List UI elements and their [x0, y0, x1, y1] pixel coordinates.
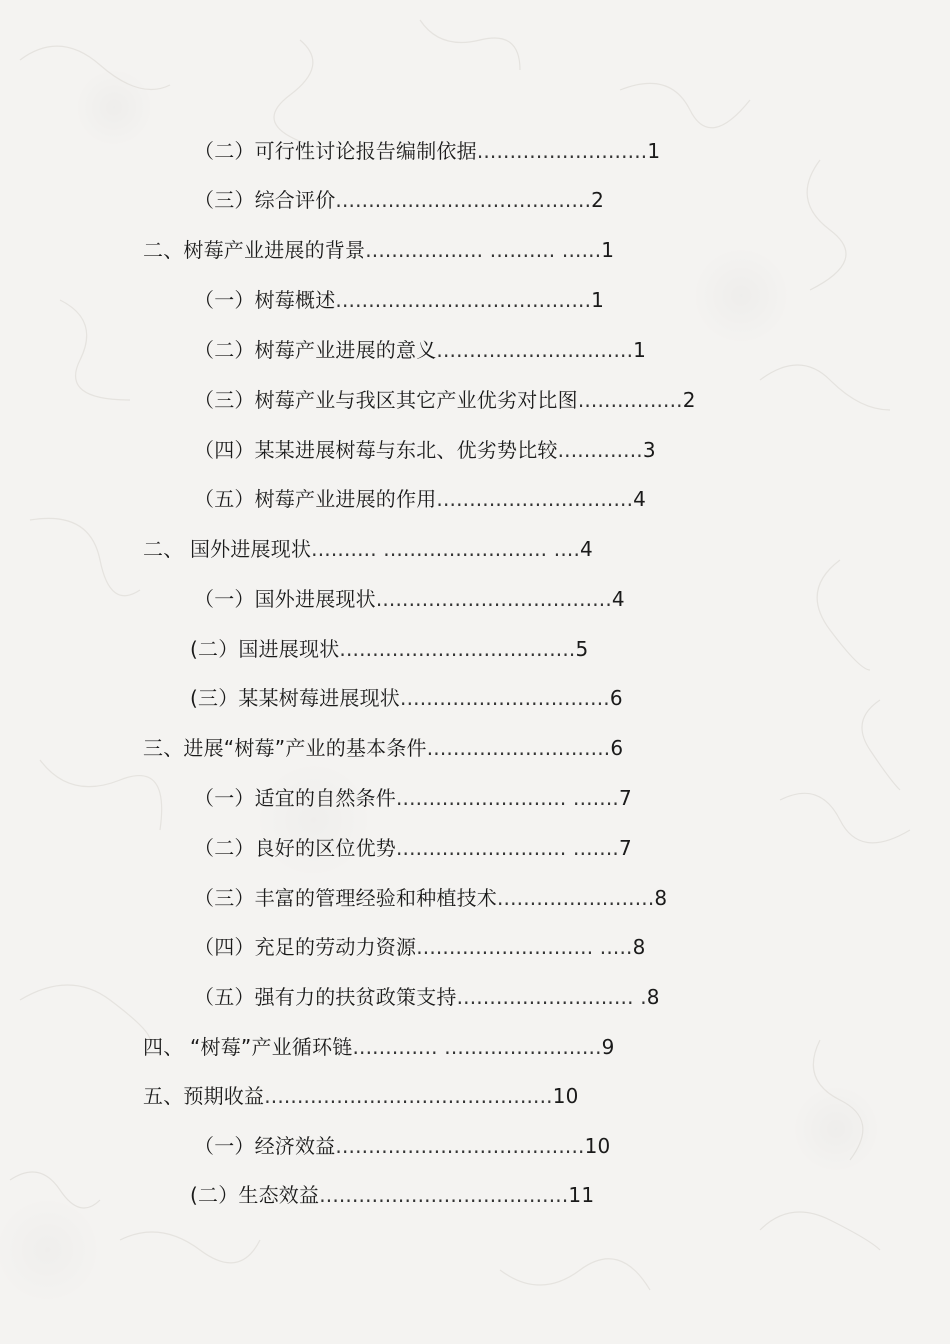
toc-entry-page: 8	[646, 985, 660, 1009]
toc-entry[interactable]	[194, 186, 604, 214]
toc-entry-label: （一）国外进展现状	[194, 587, 376, 611]
toc-entry-leader: ............................................	[264, 1084, 553, 1108]
toc-entry[interactable]	[194, 784, 632, 812]
toc-entry[interactable]	[194, 983, 660, 1011]
toc-entry-leader: ....................................	[375, 587, 612, 611]
toc-entry-leader: ....................................	[339, 637, 576, 661]
toc-entry-leader: ........................... .	[456, 985, 647, 1009]
toc-entry-page: 1	[647, 139, 661, 163]
toc-entry[interactable]	[194, 1132, 610, 1160]
toc-entry-label: （三）综合评价	[194, 188, 336, 212]
toc-entry-label: (二）国进展现状	[190, 637, 340, 661]
toc-entry-leader: .......................................	[335, 188, 592, 212]
toc-entry-label: （四）某某进展树莓与东北、优劣势比较	[194, 438, 558, 462]
toc-entry-leader: ..........................	[476, 139, 648, 163]
toc-entry[interactable]	[194, 933, 646, 961]
toc-entry-page: 3	[642, 438, 656, 462]
toc-entry-label: （二）可行性讨论报告编制依据	[194, 139, 477, 163]
toc-entry-leader: .......................... .......	[396, 836, 619, 860]
toc-entry-page: 6	[609, 686, 623, 710]
toc-entry-label: （三）树莓产业与我区其它产业优劣对比图	[194, 388, 578, 412]
toc-entry-leader: ..............................	[436, 487, 634, 511]
toc-entry-leader: ......................................	[335, 1134, 585, 1158]
toc-entry-page: 1	[633, 338, 647, 362]
toc-entry-label: （一）经济效益	[194, 1134, 336, 1158]
toc-entry-label: (三）某某树莓进展现状	[190, 686, 401, 710]
toc-entry-leader: ........................... .....	[416, 935, 633, 959]
toc-entry-page: 2	[591, 188, 605, 212]
toc-entry-leader: ........................	[497, 886, 655, 910]
toc-entry-page: 4	[633, 487, 647, 511]
toc-entry-label: 四、 “树莓”产业循环链	[143, 1035, 353, 1059]
toc-entry-leader: ............................	[426, 736, 611, 760]
toc-entry-page: 11	[568, 1183, 595, 1207]
toc-entry-leader: ......................................	[319, 1183, 569, 1207]
toc-entry-page: 8	[654, 886, 668, 910]
toc-entry-leader: .......................... .......	[396, 786, 619, 810]
toc-entry[interactable]	[194, 834, 632, 862]
toc-entry[interactable]	[194, 386, 696, 414]
toc-entry-label: （二）树莓产业进展的意义	[194, 338, 437, 362]
toc-entry-label: （一）适宜的自然条件	[194, 786, 396, 810]
toc-entry-leader: .......... ......................... ....	[311, 537, 581, 561]
toc-entry-page: 4	[611, 587, 625, 611]
toc-entry-page: 1	[591, 288, 605, 312]
toc-entry-label: （四）充足的劳动力资源	[194, 935, 417, 959]
toc-entry[interactable]	[194, 585, 625, 613]
toc-entry[interactable]	[194, 286, 604, 314]
toc-entry[interactable]	[194, 485, 646, 513]
toc-entry-leader: ................................	[400, 686, 610, 710]
toc-entry-page: 5	[575, 637, 589, 661]
toc-entry-page: 4	[580, 537, 593, 561]
toc-entry-label: （五）树莓产业进展的作用	[194, 487, 437, 511]
toc-entry[interactable]	[194, 884, 667, 912]
toc-entry-label: (二）生态效益	[190, 1183, 320, 1207]
toc-entry[interactable]	[143, 1033, 615, 1061]
toc-entry[interactable]	[190, 635, 588, 663]
toc-entry-label: 三、进展“树莓”产业的基本条件	[143, 736, 427, 760]
toc-entry[interactable]	[143, 535, 593, 563]
toc-entry-page: 7	[618, 786, 632, 810]
toc-entry-label: 五、预期收益	[143, 1084, 265, 1108]
toc-entry-page: 2	[682, 388, 696, 412]
toc-entry-label: （一）树莓概述	[194, 288, 336, 312]
toc-entry-page: 7	[618, 836, 632, 860]
toc-entry-page: 8	[632, 935, 646, 959]
toc-entry-page: 6	[610, 736, 624, 760]
toc-entry-page: 10	[584, 1134, 611, 1158]
toc-entry[interactable]	[194, 137, 660, 165]
toc-entry[interactable]	[190, 1181, 594, 1209]
toc-entry-label: （三）丰富的管理经验和种植技术	[194, 886, 497, 910]
toc-entry-leader: ..............................	[436, 338, 634, 362]
toc-entry[interactable]	[143, 236, 614, 264]
toc-entry-leader: ................	[577, 388, 683, 412]
toc-entry-leader: .......................................	[335, 288, 592, 312]
toc-entry[interactable]	[143, 1082, 579, 1110]
toc-entry-label: （二）良好的区位优势	[194, 836, 396, 860]
toc-entry-label: 二、树莓产业进展的背景	[143, 238, 366, 262]
toc-entry[interactable]	[143, 734, 623, 762]
toc-entry-page: 10	[552, 1084, 579, 1108]
toc-entry[interactable]	[194, 336, 646, 364]
toc-entry-page: 9	[601, 1035, 615, 1059]
toc-entry[interactable]	[190, 684, 623, 712]
toc-entry-leader: .............	[557, 438, 643, 462]
toc-entry-page: 1	[601, 238, 615, 262]
toc-entry-label: 二、 国外进展现状	[143, 537, 312, 561]
toc-entry[interactable]	[194, 436, 656, 464]
toc-entry-leader: ............. ........................	[352, 1035, 602, 1059]
toc-entry-leader: .................. .......... ......	[365, 238, 602, 262]
toc-entry-label: （五）强有力的扶贫政策支持	[194, 985, 457, 1009]
